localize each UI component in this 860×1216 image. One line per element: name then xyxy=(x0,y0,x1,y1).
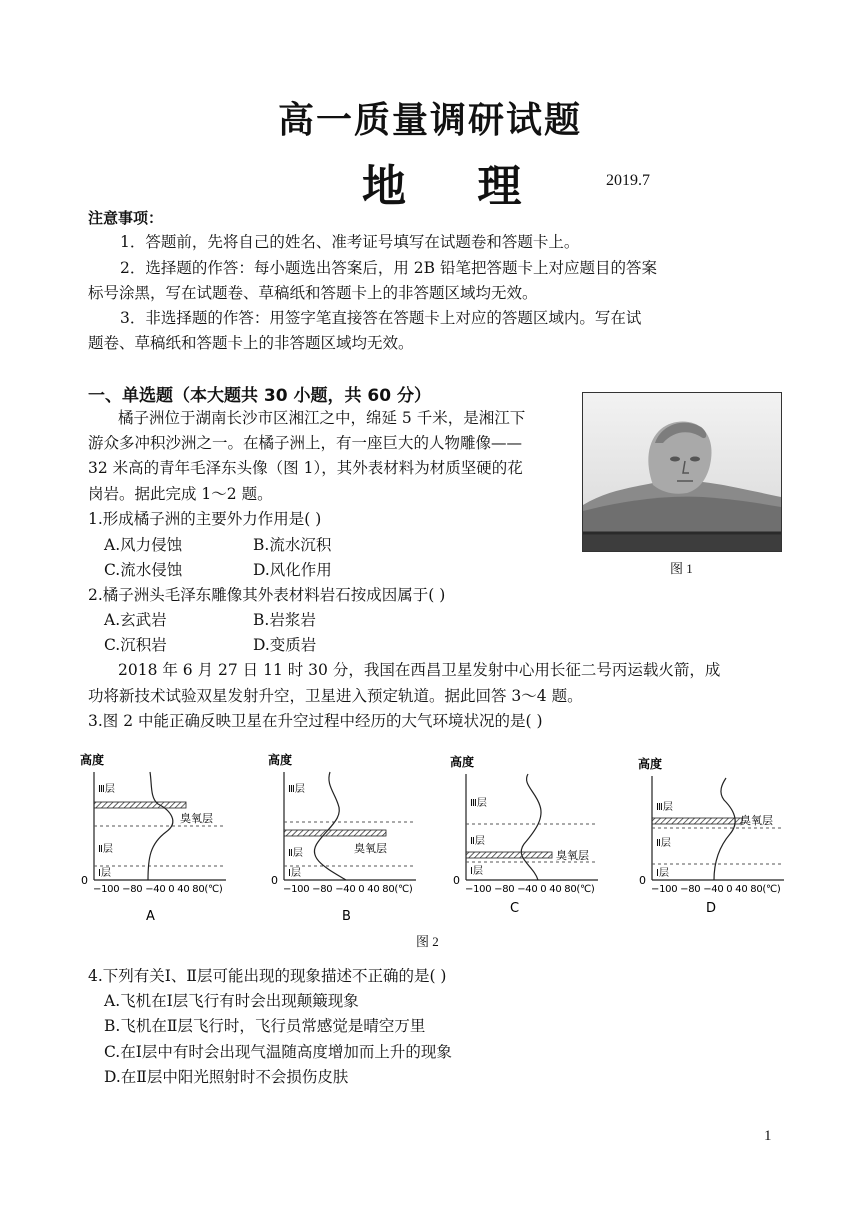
question4-option-a: A.飞机在Ⅰ层飞行有时会出现颠簸现象 xyxy=(104,992,359,1010)
panel-d xyxy=(638,756,784,916)
passage1-line1: 橘子洲位于湖南长沙市区湘江之中，绵延 5 千米，是湘江下 xyxy=(118,409,526,427)
svg-text:0: 0 xyxy=(81,874,88,887)
question4-option-c: C.在Ⅰ层中有时会出现气温随高度增加而上升的现象 xyxy=(104,1043,452,1061)
svg-text:Ⅲ层: Ⅲ层 xyxy=(656,802,673,813)
page-number: 1 xyxy=(764,1128,772,1144)
svg-text:臭氧层: 臭氧层 xyxy=(354,842,387,855)
panel-a xyxy=(80,752,226,923)
passage1-line3: 32 米高的青年毛泽东头像（图 1），其外表材料为材质坚硬的花 xyxy=(88,459,523,477)
panel-c xyxy=(450,754,598,916)
passage1-line4: 岗岩。据此完成 1～2 题。 xyxy=(88,485,273,503)
note-3-line2: 题卷、草稿纸和答题卡上的非答题区域均无效。 xyxy=(88,334,414,352)
svg-text:高度: 高度 xyxy=(450,755,475,769)
question2-stem: 2.橘子洲头毛泽东雕像其外表材料岩石按成因属于( ) xyxy=(88,586,446,604)
svg-text:Ⅱ层: Ⅱ层 xyxy=(98,844,113,855)
svg-text:0: 0 xyxy=(453,874,460,887)
section-heading: 一、单选题（本大题共 30 小题，共 60 分） xyxy=(88,386,431,406)
question2-option-a: A.玄武岩 xyxy=(104,611,167,629)
question4-option-d: D.在Ⅱ层中阳光照射时不会损伤皮肤 xyxy=(104,1068,349,1086)
notes-heading: 注意事项： xyxy=(88,209,164,227)
question1-option-d: D.风化作用 xyxy=(253,561,332,579)
passage1-line2: 游众多冲积沙洲之一。在橘子洲上，有一座巨大的人物雕像—— xyxy=(88,434,523,452)
passage2-line1: 2018 年 6 月 27 日 11 时 30 分，我国在西昌卫星发射中心用长征二号丙运载火箭，成 xyxy=(118,661,721,679)
question2-option-d: D.变质岩 xyxy=(253,636,317,654)
exam-title: 高一质量调研试题 xyxy=(277,100,582,141)
question4-option-b: B.飞机在Ⅱ层飞行时，飞行员常感觉是晴空万里 xyxy=(104,1017,426,1035)
note-3-line1: 3．非选择题的作答：用签字笔直接答在答题卡上对应的答题区域内。写在试 xyxy=(120,309,642,327)
svg-text:Ⅱ层: Ⅱ层 xyxy=(288,848,303,859)
exam-date: 2019.7 xyxy=(606,172,650,189)
question1-option-a: A.风力侵蚀 xyxy=(104,536,183,554)
svg-text:Ⅲ层: Ⅲ层 xyxy=(98,784,115,795)
question4-stem: 4.下列有关Ⅰ、Ⅱ层可能出现的现象描述不正确的是( ) xyxy=(88,967,447,985)
passage2-line2: 功将新技术试验双星发射升空，卫星进入预定轨道。据此回答 3～4 题。 xyxy=(88,687,583,705)
svg-text:Ⅲ层: Ⅲ层 xyxy=(288,784,305,795)
svg-text:Ⅰ层: Ⅰ层 xyxy=(656,868,669,879)
svg-text:高度: 高度 xyxy=(268,753,293,767)
question3-stem: 3.图 2 中能正确反映卫星在升空过程中经历的大气环境状况的是( ) xyxy=(88,712,543,730)
subject-title: 地 理 xyxy=(362,161,550,212)
note-2-line2: 标号涂黑，写在试题卷、草稿纸和答题卡上的非答题区域均无效。 xyxy=(88,284,538,302)
question1-stem: 1.形成橘子洲的主要外力作用是( ) xyxy=(88,510,322,528)
figure1-caption: 图 1 xyxy=(670,561,693,576)
question2-option-c: C.沉积岩 xyxy=(104,636,167,654)
svg-text:Ⅰ层: Ⅰ层 xyxy=(288,868,301,879)
svg-text:A: A xyxy=(146,909,155,923)
svg-text:Ⅱ层: Ⅱ层 xyxy=(656,838,671,849)
figure2-diagrams xyxy=(76,748,796,923)
svg-text:高度: 高度 xyxy=(638,757,663,771)
figure2-caption: 图 2 xyxy=(416,934,439,949)
svg-text:−100 −80 −40 0 40 80(℃): −100 −80 −40 0 40 80(℃) xyxy=(283,884,413,895)
question1-option-b: B.流水沉积 xyxy=(253,536,332,554)
svg-text:D: D xyxy=(706,901,717,916)
svg-text:0: 0 xyxy=(271,874,278,887)
note-1: 1．答题前，先将自己的姓名、准考证号填写在试题卷和答题卡上。 xyxy=(120,233,580,251)
question2-option-b: B.岩浆岩 xyxy=(253,611,316,629)
svg-text:−100 −80 −40 0 40 80(℃): −100 −80 −40 0 40 80(℃) xyxy=(465,884,595,895)
svg-text:臭氧层: 臭氧层 xyxy=(556,849,589,862)
panel-a-ylabel: 高度 xyxy=(80,753,105,767)
note-2-line1: 2．选择题的作答：每小题选出答案后，用 2B 铅笔把答题卡上对应题目的答案 xyxy=(120,259,657,277)
svg-text:−100 −80 −40 0 40 80(℃): −100 −80 −40 0 40 80(℃) xyxy=(651,884,781,895)
statue-photo xyxy=(582,392,782,552)
panel-b xyxy=(268,752,416,923)
svg-text:Ⅰ层: Ⅰ层 xyxy=(98,868,111,879)
svg-text:C: C xyxy=(510,901,520,916)
svg-text:−100 −80 −40 0 40 80(℃): −100 −80 −40 0 40 80(℃) xyxy=(93,884,223,895)
svg-text:0: 0 xyxy=(639,874,646,887)
svg-text:臭氧层: 臭氧层 xyxy=(740,814,773,827)
svg-text:B: B xyxy=(342,909,351,923)
svg-text:Ⅱ层: Ⅱ层 xyxy=(470,836,485,847)
svg-text:Ⅲ层: Ⅲ层 xyxy=(470,798,487,809)
svg-text:臭氧层: 臭氧层 xyxy=(180,812,213,825)
svg-text:Ⅰ层: Ⅰ层 xyxy=(470,866,483,877)
question1-option-c: C.流水侵蚀 xyxy=(104,561,183,579)
